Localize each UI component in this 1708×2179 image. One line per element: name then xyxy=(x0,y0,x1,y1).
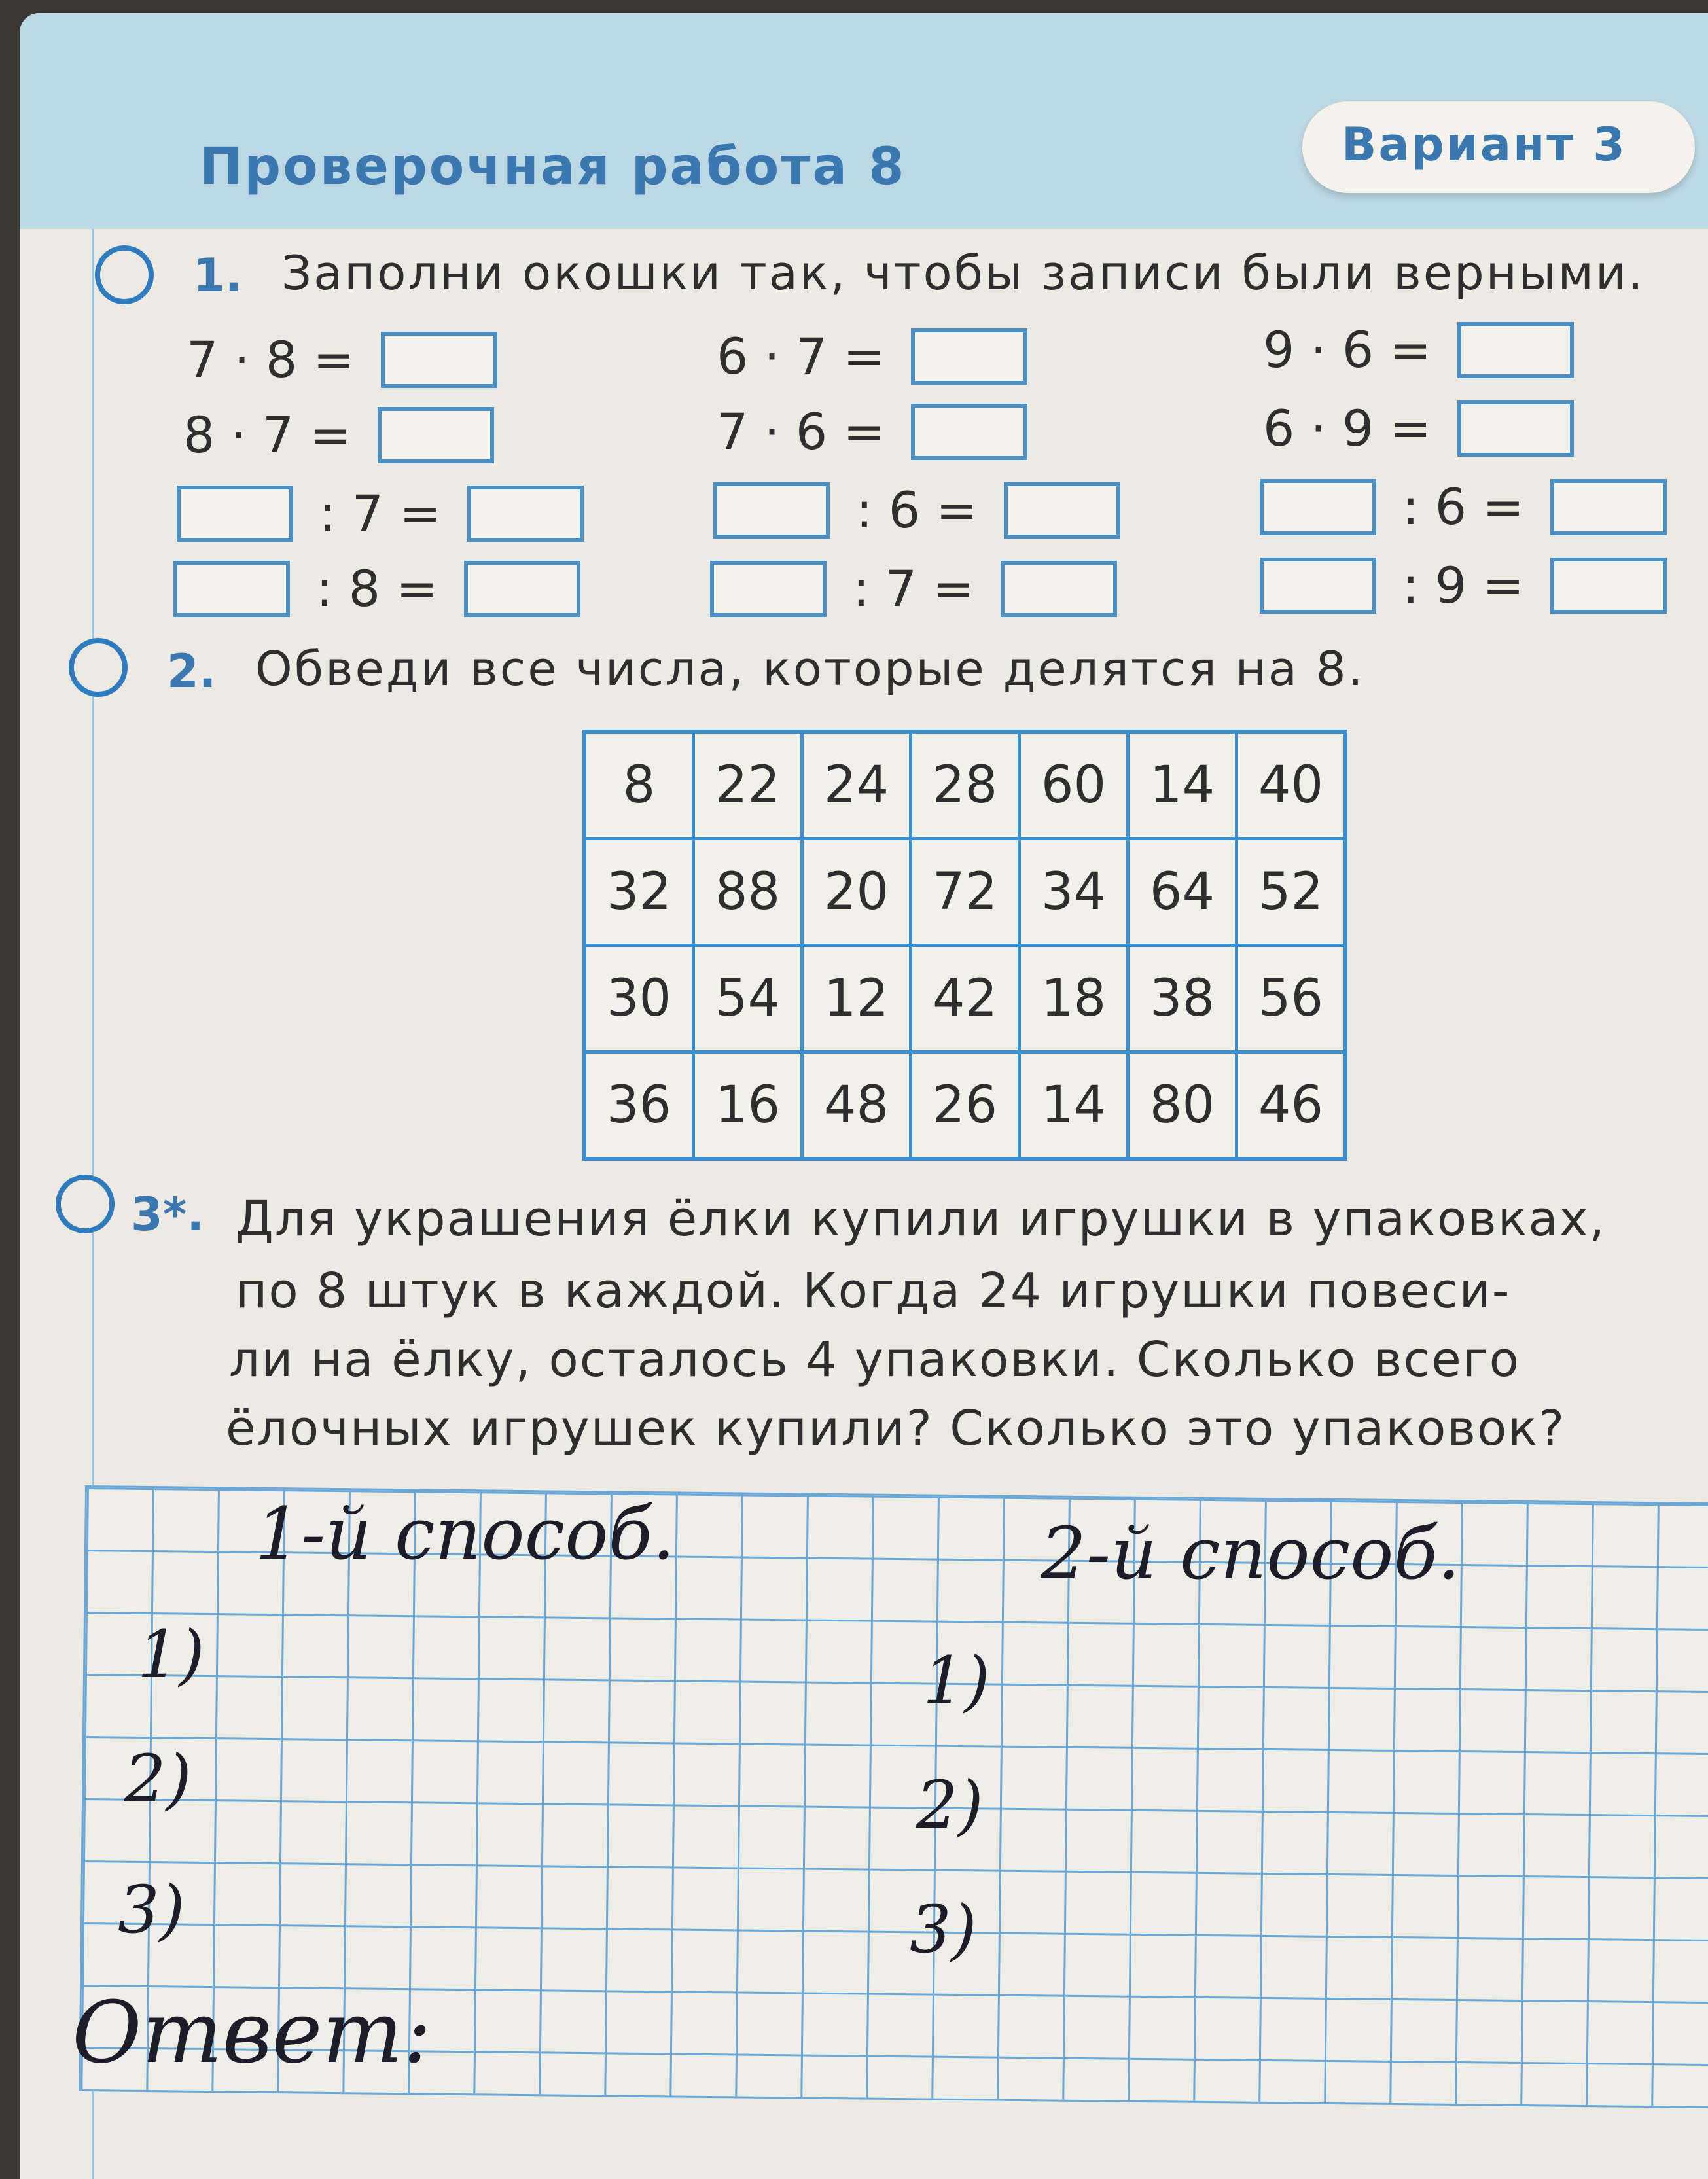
answer-box[interactable] xyxy=(464,561,580,617)
number-cell[interactable]: 56 xyxy=(1237,946,1346,1052)
number-cell[interactable]: 18 xyxy=(1020,946,1128,1052)
number-cell[interactable]: 42 xyxy=(911,946,1020,1052)
expression: 8 · 7 = xyxy=(183,406,352,464)
number-cell[interactable]: 80 xyxy=(1128,1052,1237,1160)
number-cell[interactable]: 64 xyxy=(1128,839,1237,946)
number-cell[interactable]: 46 xyxy=(1237,1052,1346,1160)
number-cell[interactable]: 88 xyxy=(694,839,802,946)
task3-check-circle[interactable] xyxy=(56,1175,115,1233)
answer-box[interactable] xyxy=(1001,561,1117,617)
task1-check-circle[interactable] xyxy=(95,245,154,304)
expression: : 7 = xyxy=(319,484,441,542)
answer-box[interactable] xyxy=(710,561,827,617)
equation xyxy=(187,330,497,389)
equation xyxy=(1263,321,1574,380)
equation xyxy=(1260,478,1667,537)
number-cell[interactable]: 54 xyxy=(694,946,802,1052)
equation xyxy=(177,484,584,543)
number-cell[interactable]: 52 xyxy=(1237,839,1346,946)
number-grid-row xyxy=(584,839,1345,946)
answer-box[interactable] xyxy=(173,561,290,617)
expression: 7 · 6 = xyxy=(717,402,885,461)
answer-box[interactable] xyxy=(467,486,584,542)
variant-label: Вариант 3 xyxy=(1342,118,1627,171)
answer-box[interactable] xyxy=(1550,558,1667,614)
number-cell[interactable]: 30 xyxy=(584,946,694,1052)
number-cell[interactable]: 34 xyxy=(1020,839,1128,946)
handwritten-step: 3) xyxy=(910,1891,977,1968)
number-cell[interactable]: 28 xyxy=(911,732,1020,839)
number-cell[interactable]: 26 xyxy=(911,1052,1020,1160)
task2-instruction: Обведи все числа, которые делятся на 8. xyxy=(255,641,1365,696)
answer-box[interactable] xyxy=(1260,558,1376,614)
answer-box[interactable] xyxy=(378,407,494,463)
answer-box[interactable] xyxy=(1550,479,1667,535)
answer-box[interactable] xyxy=(1457,322,1574,378)
expression: : 9 = xyxy=(1402,556,1524,614)
number-cell[interactable]: 8 xyxy=(584,732,694,839)
number-cell[interactable]: 12 xyxy=(802,946,911,1052)
equation xyxy=(183,406,494,465)
problem-text-line: ёлочных игрушек купили? Сколько это упаковок? xyxy=(226,1400,1566,1457)
handwritten-method1: 1-й способ. xyxy=(255,1492,675,1576)
number-cell[interactable]: 48 xyxy=(802,1052,911,1160)
equation xyxy=(717,327,1027,386)
answer-box[interactable] xyxy=(381,332,497,388)
answer-box[interactable] xyxy=(1260,479,1376,535)
expression: : 6 = xyxy=(856,481,978,539)
number-cell[interactable]: 16 xyxy=(694,1052,802,1160)
number-cell[interactable]: 38 xyxy=(1128,946,1237,1052)
equation xyxy=(713,481,1120,540)
equation xyxy=(1263,399,1574,458)
number-grid-row xyxy=(584,732,1345,839)
handwritten-step: 3) xyxy=(118,1871,185,1948)
expression: 6 · 7 = xyxy=(717,327,885,385)
answer-box[interactable] xyxy=(911,328,1027,385)
equation xyxy=(710,559,1117,618)
equation xyxy=(717,402,1027,461)
expression: 9 · 6 = xyxy=(1263,321,1432,379)
number-grid xyxy=(582,730,1347,1161)
number-cell[interactable]: 14 xyxy=(1128,732,1237,839)
handwritten-step: 1) xyxy=(137,1616,205,1693)
number-cell[interactable]: 72 xyxy=(911,839,1020,946)
answer-box[interactable] xyxy=(1004,482,1120,539)
problem-text-line: Для украшения ёлки купили игрушки в упаковках, xyxy=(236,1191,1607,1247)
expression: : 7 = xyxy=(853,559,974,618)
page-title: Проверочная работа 8 xyxy=(200,137,906,196)
worksheet-page xyxy=(20,13,1708,2179)
expression: 6 · 9 = xyxy=(1263,399,1432,457)
task2-number: 2. xyxy=(167,645,217,698)
number-cell[interactable]: 60 xyxy=(1020,732,1128,839)
number-cell[interactable]: 24 xyxy=(802,732,911,839)
answer-box[interactable] xyxy=(713,482,830,539)
number-cell[interactable]: 40 xyxy=(1237,732,1346,839)
answer-box[interactable] xyxy=(911,404,1027,460)
handwritten-answer-label: Ответ: xyxy=(72,1983,432,2082)
equation xyxy=(1260,556,1667,615)
expression: : 8 = xyxy=(316,559,438,618)
number-cell[interactable]: 14 xyxy=(1020,1052,1128,1160)
number-grid-row xyxy=(584,946,1345,1052)
problem-text-line: по 8 штук в каждой. Когда 24 игрушки повеси- xyxy=(236,1263,1511,1319)
number-cell[interactable]: 32 xyxy=(584,839,694,946)
number-cell[interactable]: 20 xyxy=(802,839,911,946)
handwritten-method2: 2-й способ. xyxy=(1041,1512,1461,1595)
number-grid-row xyxy=(584,1052,1345,1160)
number-cell[interactable]: 36 xyxy=(584,1052,694,1160)
problem-text-line: ли на ёлку, осталось 4 упаковки. Сколько всего xyxy=(229,1332,1520,1388)
equation xyxy=(173,559,580,618)
task3-number: 3*. xyxy=(131,1188,204,1241)
handwritten-step: 2) xyxy=(124,1741,192,1817)
handwritten-step: 1) xyxy=(923,1642,990,1719)
expression: : 6 = xyxy=(1402,478,1524,536)
expression: 7 · 8 = xyxy=(187,330,355,389)
task1-instruction: Заполни окошки так, чтобы записи были верными. xyxy=(281,245,1645,300)
number-cell[interactable]: 22 xyxy=(694,732,802,839)
task1-number: 1. xyxy=(193,249,243,302)
task2-check-circle[interactable] xyxy=(69,638,128,697)
answer-box[interactable] xyxy=(177,486,293,542)
handwritten-step: 2) xyxy=(916,1767,984,1843)
answer-box[interactable] xyxy=(1457,400,1574,457)
variant-badge xyxy=(1302,101,1695,193)
